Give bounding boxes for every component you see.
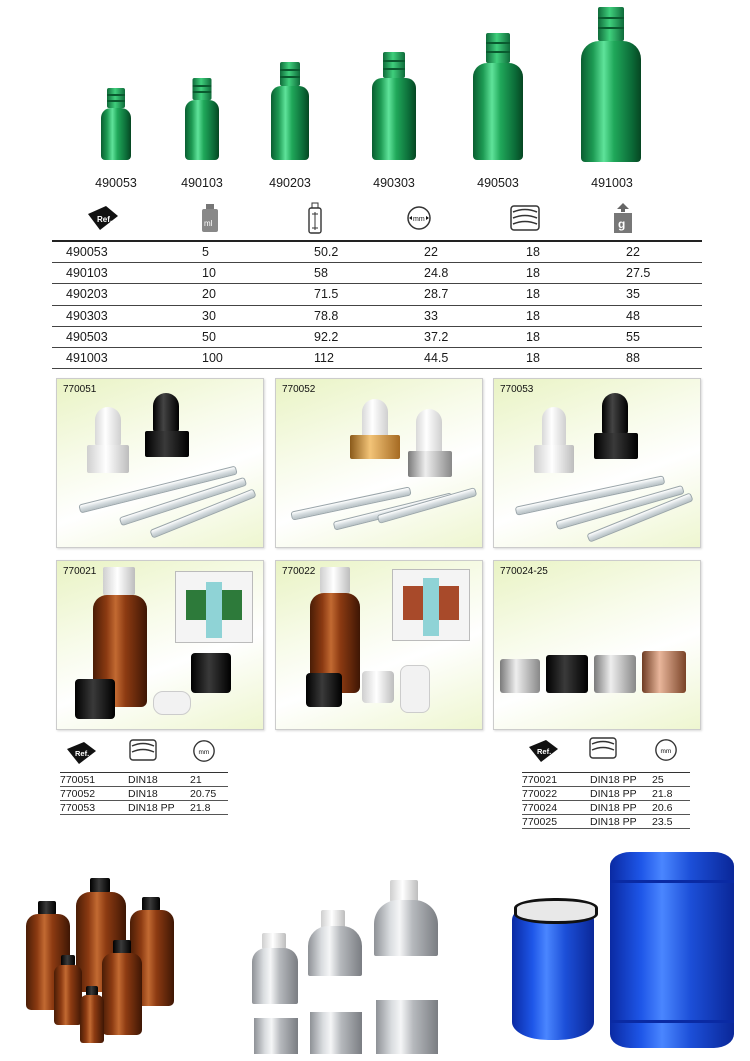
spec-table-row xyxy=(52,305,702,326)
product-panel xyxy=(275,378,483,548)
amber-bottle xyxy=(54,965,82,1025)
aluminium-bottle-base xyxy=(376,1000,438,1054)
table-cell: DIN18 PP xyxy=(590,815,652,829)
aluminium-bottle-base xyxy=(310,1012,362,1054)
white-dropper-cap xyxy=(87,445,129,473)
product-panel xyxy=(56,378,264,548)
product-panel xyxy=(275,560,483,730)
table-cell: 20.6 xyxy=(652,801,690,815)
ref-icon xyxy=(64,740,92,760)
table-cell: 44.5 xyxy=(424,347,526,368)
bottle-490053 xyxy=(101,88,131,160)
diameter-mm-icon xyxy=(404,200,434,236)
closure-table-row xyxy=(60,773,228,787)
drum-clamp-ring xyxy=(514,898,598,924)
table-cell: 112 xyxy=(314,347,424,368)
aluminium-bottle-base xyxy=(254,1018,298,1054)
volume-ml-icon xyxy=(195,200,225,236)
bottle-ref-label: 490053 xyxy=(95,176,137,190)
black-dropper-cap xyxy=(594,433,638,459)
table-cell: 71.5 xyxy=(314,284,424,305)
table-cell: 18 xyxy=(526,347,626,368)
ref-icon xyxy=(82,200,122,236)
black-cap xyxy=(113,940,131,954)
mm-text: mm xyxy=(198,748,210,756)
spec-table-row xyxy=(52,284,702,305)
bottle-ref-label: 490203 xyxy=(269,176,311,190)
thread-icon xyxy=(588,736,618,765)
table-cell: DIN18 xyxy=(128,773,190,787)
table-cell: 22 xyxy=(424,241,526,263)
table-cell: 58 xyxy=(314,263,424,284)
bottle-490503 xyxy=(473,33,523,160)
right-closure-table xyxy=(522,772,690,829)
white-cap xyxy=(390,880,418,902)
ref-icon-text: Ref. xyxy=(75,749,90,758)
ref-icon-text: Ref. xyxy=(537,747,552,756)
table-cell: 490103 xyxy=(52,263,202,284)
aluminium-bottle xyxy=(308,926,362,976)
closure-table-row xyxy=(522,801,690,815)
table-cell: DIN18 PP xyxy=(590,773,652,787)
bottle-490103 xyxy=(185,78,219,160)
white-insert xyxy=(153,691,191,715)
table-cell: 22 xyxy=(626,241,702,263)
ml-text: ml xyxy=(204,219,213,228)
table-cell: 770024 xyxy=(522,801,590,815)
silver-dropper-cap xyxy=(408,451,452,477)
table-cell: 770021 xyxy=(522,773,590,787)
table-cell: 18 xyxy=(526,284,626,305)
table-cell: 490303 xyxy=(52,305,202,326)
table-cell: 18 xyxy=(526,305,626,326)
thread-icon xyxy=(505,200,545,236)
white-tamper-cap xyxy=(320,567,350,593)
aluminium-bottle xyxy=(252,948,298,1004)
mm-text: mm xyxy=(660,747,672,755)
panel-code: 770053 xyxy=(500,384,534,395)
closure-cross-section xyxy=(392,569,470,641)
bottle-ref-label: 490303 xyxy=(373,176,415,190)
ref-icon xyxy=(526,738,554,758)
black-dropper-bulb xyxy=(602,393,628,435)
table-cell: 30 xyxy=(202,305,314,326)
table-cell: DIN18 PP xyxy=(590,787,652,801)
black-tamper-cap xyxy=(191,653,231,693)
bottle-ref-label: 490103 xyxy=(181,176,223,190)
white-dropper-bulb xyxy=(416,409,442,455)
table-cell: 491003 xyxy=(52,347,202,368)
white-dropper-cap xyxy=(534,445,574,473)
white-insert xyxy=(400,665,430,713)
table-cell: 20 xyxy=(202,284,314,305)
table-cell: 21.8 xyxy=(652,787,690,801)
table-cell: 18 xyxy=(526,326,626,347)
height-icon xyxy=(300,200,330,236)
table-cell: 23.5 xyxy=(652,815,690,829)
table-cell: 18 xyxy=(526,263,626,284)
closure-table-row xyxy=(522,787,690,801)
thread-icon xyxy=(128,738,158,767)
table-cell: 21 xyxy=(190,773,228,787)
closure-cross-section xyxy=(175,571,253,643)
table-cell: 770051 xyxy=(60,773,128,787)
table-cell: 48 xyxy=(626,305,702,326)
table-cell: 35 xyxy=(626,284,702,305)
black-dropper-bulb xyxy=(153,393,179,433)
mm-text: mm xyxy=(413,216,425,223)
table-cell: 25 xyxy=(652,773,690,787)
closure-table-row xyxy=(522,773,690,787)
table-cell: 37.2 xyxy=(424,326,526,347)
black-dropper-cap xyxy=(145,431,189,457)
closure-table-row xyxy=(60,801,228,815)
copper-screw-cap xyxy=(642,651,686,693)
table-cell: 770053 xyxy=(60,801,128,815)
panel-code: 770024-25 xyxy=(500,566,548,577)
black-cap xyxy=(90,878,110,893)
gold-dropper-cap xyxy=(350,435,400,459)
table-cell: DIN18 PP xyxy=(128,801,190,815)
table-cell: DIN18 xyxy=(128,787,190,801)
black-cap xyxy=(142,897,160,911)
table-cell: 10 xyxy=(202,263,314,284)
black-cap xyxy=(38,901,56,915)
table-cell: 100 xyxy=(202,347,314,368)
spec-table-row xyxy=(52,263,702,284)
amber-bottle xyxy=(80,995,104,1043)
table-cell: 55 xyxy=(626,326,702,347)
bottle-490303 xyxy=(372,52,416,160)
table-cell: 490503 xyxy=(52,326,202,347)
spec-table-row xyxy=(52,241,702,263)
table-cell: 18 xyxy=(526,241,626,263)
silver-screw-cap xyxy=(594,655,636,693)
black-tamper-cap xyxy=(306,673,342,707)
table-cell: 33 xyxy=(424,305,526,326)
product-panel xyxy=(56,560,264,730)
g-text: g xyxy=(618,217,626,231)
drum-rib xyxy=(610,1020,734,1023)
table-cell: 78.8 xyxy=(314,305,424,326)
table-cell: 770022 xyxy=(522,787,590,801)
amber-bottle xyxy=(102,953,142,1035)
silver-screw-cap xyxy=(500,659,540,693)
panel-code: 770051 xyxy=(63,384,97,395)
table-cell: 24.8 xyxy=(424,263,526,284)
spec-table-row xyxy=(52,326,702,347)
panel-code: 770021 xyxy=(63,566,97,577)
white-dropper-bulb xyxy=(542,407,566,447)
product-panel xyxy=(493,378,701,548)
table-cell: 92.2 xyxy=(314,326,424,347)
table-cell: 490203 xyxy=(52,284,202,305)
table-cell: 770052 xyxy=(60,787,128,801)
panel-code: 770052 xyxy=(282,384,316,395)
table-cell: 27.5 xyxy=(626,263,702,284)
table-cell: 490053 xyxy=(52,241,202,263)
bottle-490203 xyxy=(271,62,309,160)
bottle-491003 xyxy=(581,7,641,162)
white-tamper-cap xyxy=(103,567,135,595)
table-cell: 5 xyxy=(202,241,314,263)
white-dropper-bulb xyxy=(95,407,121,447)
table-cell: 21.8 xyxy=(190,801,228,815)
ref-icon-text: Ref. xyxy=(97,215,113,224)
table-cell: 50.2 xyxy=(314,241,424,263)
left-closure-table xyxy=(60,772,228,815)
black-tamper-cap xyxy=(75,679,115,719)
weight-g-icon xyxy=(608,200,638,236)
diameter-mm-icon xyxy=(654,738,678,767)
table-cell: 770025 xyxy=(522,815,590,829)
table-cell: 20.75 xyxy=(190,787,228,801)
white-cap xyxy=(262,933,286,949)
bottle-ref-label: 490503 xyxy=(477,176,519,190)
aluminium-bottle xyxy=(374,900,438,956)
spec-table xyxy=(52,240,702,369)
table-cell: DIN18 PP xyxy=(590,801,652,815)
white-tamper-cap xyxy=(362,671,394,703)
table-cell: 50 xyxy=(202,326,314,347)
drum-rib xyxy=(610,880,734,883)
bottle-ref-label: 491003 xyxy=(591,176,633,190)
closure-table-row xyxy=(522,815,690,829)
panel-code: 770022 xyxy=(282,566,316,577)
closure-table-row xyxy=(60,787,228,801)
black-screw-cap xyxy=(546,655,588,693)
diameter-mm-icon xyxy=(192,739,216,768)
table-cell: 28.7 xyxy=(424,284,526,305)
spec-table-row xyxy=(52,347,702,368)
product-panel xyxy=(493,560,701,730)
table-cell: 88 xyxy=(626,347,702,368)
